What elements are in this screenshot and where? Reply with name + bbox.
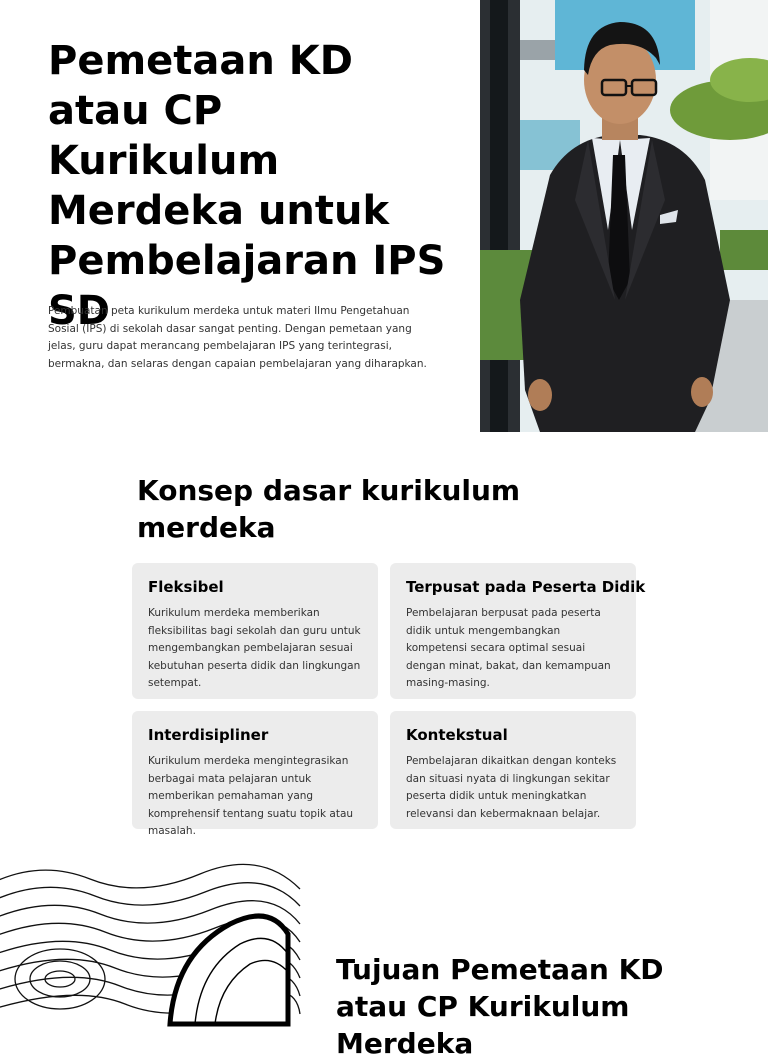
hero-title: Pemetaan KD atau CP Kurikulum Merdeka untuk Pembelajaran IPS SD xyxy=(48,38,446,334)
concept-card-interdisciplinary xyxy=(132,711,378,837)
topographic-lines-graphic xyxy=(0,864,288,1024)
concept-card-flexible xyxy=(132,563,378,699)
concept-card-text: Kurikulum merdeka memberikan fleksibilitas bagi sekolah dan guru untuk mengembangkan pembelajaran sesuai kebutuhan peserta didik dan lingkungan setempat. xyxy=(148,607,361,689)
concepts-section-title: Konsep dasar kurikulum merdeka xyxy=(137,474,521,544)
hero-photo xyxy=(480,0,768,432)
goals-section-title: Tujuan Pemetaan KD atau CP Kurikulum Merdeka xyxy=(336,953,664,1060)
concept-card-student-centered xyxy=(390,563,646,699)
concept-card-title: Terpusat pada Peserta Didik xyxy=(406,578,646,596)
man-in-suit-illustration xyxy=(480,0,768,432)
concept-card-title: Kontekstual xyxy=(406,726,508,744)
concept-card-title: Fleksibel xyxy=(148,578,224,596)
concept-card-title: Interdisipliner xyxy=(148,726,269,744)
concept-card-contextual xyxy=(390,711,636,829)
contour-lines-image xyxy=(0,864,288,1024)
concept-card-text: Kurikulum merdeka mengintegrasikan berbagai mata pelajaran untuk memberikan pemahaman yang komprehensif tentang suatu topik atau masalah. xyxy=(148,755,354,837)
concept-card-text: Pembelajaran berpusat pada peserta didik untuk mengembangkan kompetensi secara optimal sesuai dengan minat, bakat, dan kemampuan masing-masing. xyxy=(406,607,611,689)
concept-card-text: Pembelajaran dikaitkan dengan konteks dan situasi nyata di lingkungan sekitar peserta didik untuk meningkatkan relevansi dan kebermaknaan belajar. xyxy=(406,755,617,820)
hero-description: Pembuatan peta kurikulum merdeka untuk materi Ilmu Pengetahuan Sosial (IPS) di sekolah dasar sangat penting. Dengan pemetaan yang jelas, guru dapat merancang pembelajaran IPS yang terintegrasi, bermakna, dan selaras dengan capaian pembelajaran yang diharapkan. xyxy=(48,305,427,370)
